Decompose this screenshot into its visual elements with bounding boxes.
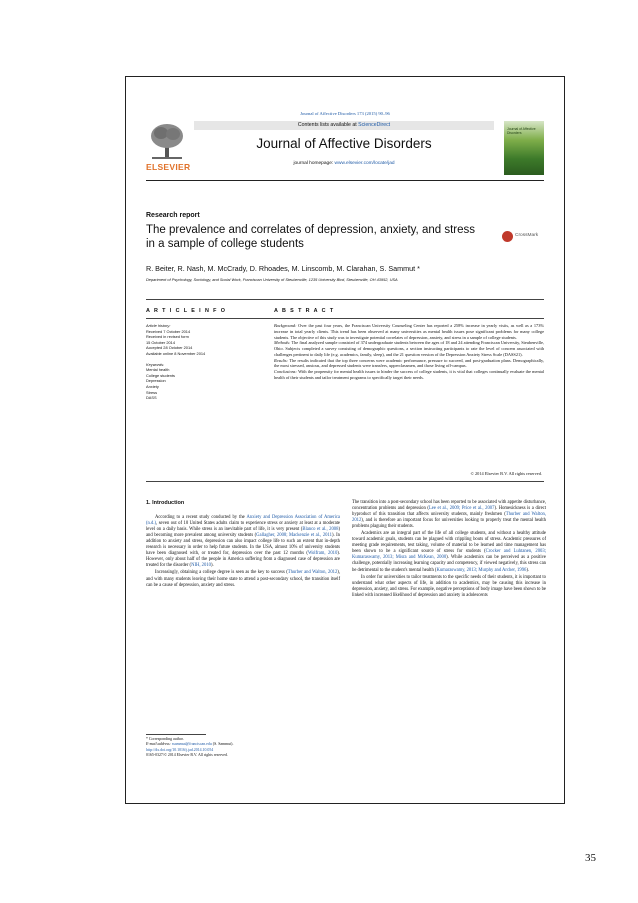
homepage-link[interactable]: www.elsevier.com/locate/jad <box>334 161 395 166</box>
page-number: 35 <box>585 852 596 864</box>
body-text: ), and with many students leaving their home state to attend a post-secondary school, the transition itself can be a cause of depression, anxiety and stress. <box>146 570 340 588</box>
body-text: ), and is therefore an important focus for universities looking to properly treat the mental health problems plaguing their students. <box>352 518 546 530</box>
body-text: In order for universities to tailor treatments to the specific needs of their students, it is important to understand what other aspects of life, in addition to academics, may be causing this increase in depression, anxiety, and stress. For example, negative perceptions of body image have been shown to be linked with increased likelihood of depression and anxiety in adolescents <box>352 574 546 598</box>
keyword: College students <box>146 372 175 378</box>
citation-link[interactable]: Blanco et al., 2008 <box>302 527 339 533</box>
crossmark-icon <box>502 231 513 242</box>
sciencedirect-link[interactable]: ScienceDirect <box>358 122 391 128</box>
abstract-conclusions: Conclusions: With the propensity for mental health issues to hinder the success of college students, it is vital that colleges continually evaluate the mental health of their students and tailor treatment programs to specifically target their needs. <box>274 369 544 380</box>
keyword: DASS <box>146 395 157 401</box>
citation-link[interactable]: Thurber and Walton, 2012 <box>287 570 338 576</box>
citation-link[interactable]: NIH, 2010 <box>191 563 211 569</box>
corresponding-author-note: * Corresponding author. <box>146 737 184 741</box>
body-text: ). <box>526 567 530 573</box>
author-list: R. Beiter, R. Nash, M. McCrady, D. Rhoades, M. Linscomb, M. Clarahan, S. Sammut * <box>146 264 420 273</box>
body-paragraph <box>146 570 340 588</box>
affiliation: Department of Psychology, Sociology, and Social Work, Franciscan University of Steubenville, 1235 University Blvd, Steubenville, OH 43952, USA <box>146 277 398 282</box>
body-text: , seven out of 10 United States adults claim to experience stress or anxiety at least at a moderate level on a daily basis. While stress is an inevitable part of life, it is very present ( <box>146 521 340 533</box>
body-left-column <box>146 500 340 590</box>
history-line: Received 7 October 2014 <box>146 328 191 334</box>
body-text: Increasingly, obtaining a college degree is seen as the key to success ( <box>155 570 288 576</box>
masthead <box>146 121 544 175</box>
history-line: 15 October 2014 <box>146 339 175 345</box>
elsevier-tree-icon <box>149 123 185 161</box>
body-paragraph <box>352 575 546 599</box>
abstract-results: Results: The results indicated that the top three concerns were academic performance, pressure to succeed, and post-graduation plans. Demographically, the most stressed, anxious, and depressed students were transfers, upperclassmen, and those living off-campus. <box>274 357 544 369</box>
footnotes <box>146 737 340 758</box>
article-info-heading: A R T I C L E I N F O <box>146 308 227 314</box>
abstract-heading: A B S T R A C T <box>274 308 335 314</box>
masthead-rule <box>146 180 544 181</box>
cover-title: Journal of Affective Disorders <box>507 127 536 135</box>
introduction-heading: 1. Introduction <box>146 500 185 506</box>
citation-link[interactable]: Gallagher, 2008; Mackenzie et al., 2011 <box>256 533 332 539</box>
article-page <box>125 76 565 804</box>
body-text: ) and becoming more prevalent among university students ( <box>146 527 340 539</box>
issn-line: 0165-0327/© 2014 Elsevier B.V. All rights reserved. <box>146 752 228 757</box>
keyword: Depression <box>146 378 166 384</box>
email-link[interactable]: ssammut@franciscan.edu <box>171 742 212 747</box>
citation-link[interactable]: Kumaraswamy, 2013; Murphy and Archer, 1996 <box>436 567 527 573</box>
citation-link[interactable]: Wolfram, 2010 <box>307 551 338 557</box>
crossmark-label: CrossMark <box>515 233 539 238</box>
citation-link[interactable]: Crocker and Luhtanen, 2003; Kumaraswamy, 2013; Misra and McKean, 2000 <box>352 549 546 561</box>
abstract-bottom-rule <box>146 481 544 482</box>
masthead-center <box>194 121 494 175</box>
abstract-methods: Methods: The final analyzed sample consisted of 374 undergraduate students between the ages of 18 and 24 attending Franciscan University, Steubenville, Ohio. Subjects completed a survey consisting of demographic questions, a section instructing participants to rate the level of concern associated with challenges pertinent to daily life (e.g. academics, family, sleep), and the 21 question version of the Depression Anxiety Stress Scale (DASS21). <box>274 340 544 357</box>
journal-cover-thumbnail <box>504 121 544 175</box>
elsevier-logo <box>146 121 191 175</box>
journal-homepage <box>194 161 494 166</box>
history-label: Article history: <box>146 323 171 328</box>
body-text: Academics are an integral part of the life of all college students, and without a healthy attitude toward academic goals, students can be plagued with crippling bouts of stress. Academic pressures of meeting grade requirements, test taking, volume of material to be learned and time management has been shown to be a significant source of stress for students ( <box>352 531 546 555</box>
keyword: Anxiety <box>146 383 159 389</box>
journal-title: Journal of Affective Disorders <box>256 136 432 151</box>
abstract-background: Background: Over the past four years, the Franciscan University Counseling Center has reported a 258% increase in yearly visits, as well as a 173% increase in total yearly clients. This trend has been observed at many universities as mental health issues pose significant problems for many college students. The objective of this study was to investigate potential correlates of depression, anxiety, and stress in a sample of college students. <box>274 323 544 340</box>
email-line: E-mail address: ssammut@franciscan.edu (S. Sammut). <box>146 742 234 747</box>
history-line: Received in revised form <box>146 334 189 340</box>
section-label: Research report <box>146 212 200 219</box>
body-right-column <box>352 500 546 600</box>
body-text: The transition into a post-secondary school has been reported to be associated with appetite disturbance, concentration problems and depression ( <box>352 500 546 512</box>
contents-prefix: Contents lists available at <box>297 122 357 128</box>
article-info <box>146 323 256 401</box>
body-text: ). Homesickness is a direct byproduct of this transition that affects university students, mainly freshmen ( <box>352 506 547 518</box>
body-text: ). <box>210 563 214 569</box>
crossmark-badge[interactable] <box>502 231 542 243</box>
paper-title: The prevalence and correlates of depression, anxiety, and stress in a sample of college students <box>146 224 475 250</box>
keywords-label: Keywords: <box>146 361 165 367</box>
body-text: ). In addition to anxiety and stress, depression can also impact college life to such an extent that in-depth research is necessary in order to help future students. In the USA, almost 10% of university students have been diagnosed with, or treated for, depression over the past 12 months ( <box>146 533 340 557</box>
info-head-rule <box>146 318 544 319</box>
citation-link[interactable]: Lee et al., 2009; Price et al., 2007 <box>428 506 495 512</box>
footnote-rule <box>146 734 206 735</box>
info-top-rule <box>146 299 544 300</box>
doi-link[interactable]: http://dx.doi.org/10.1016/j.jad.2014.10.054 <box>146 747 214 752</box>
citation-link[interactable]: Anxiety and Depression Association of America (n.d.) <box>146 515 340 527</box>
homepage-prefix: journal homepage: <box>293 161 334 166</box>
citation-link[interactable]: Thurber and Walton, 2012 <box>352 512 546 524</box>
abstract-body <box>274 323 544 381</box>
body-paragraph <box>146 515 340 569</box>
body-text: According to a recent study conducted by the <box>155 515 247 521</box>
history-line: Available online 8 November 2014 <box>146 350 206 356</box>
elsevier-wordmark: ELSEVIER <box>146 162 191 172</box>
body-text: ). While academics can be perceived as a positive challenge, potentially increasing learning capacity and competency, if viewed negatively, this stress can be detrimental to the student's mental health ( <box>352 555 546 573</box>
history-line: Accepted 28 October 2014 <box>146 345 193 351</box>
contents-line <box>194 121 494 130</box>
copyright-notice: © 2014 Elsevier B.V. All rights reserved. <box>470 471 542 476</box>
body-paragraph <box>352 531 546 573</box>
keyword: Mental health <box>146 367 170 373</box>
body-text: ). However, only about half of the people in America suffering from a diagnosed case of depression are treated for the disorder ( <box>146 551 341 569</box>
body-paragraph <box>352 500 546 530</box>
keyword: Stress <box>146 389 158 395</box>
journal-reference: Journal of Affective Disorders 173 (2015) 90–96 <box>300 111 390 116</box>
